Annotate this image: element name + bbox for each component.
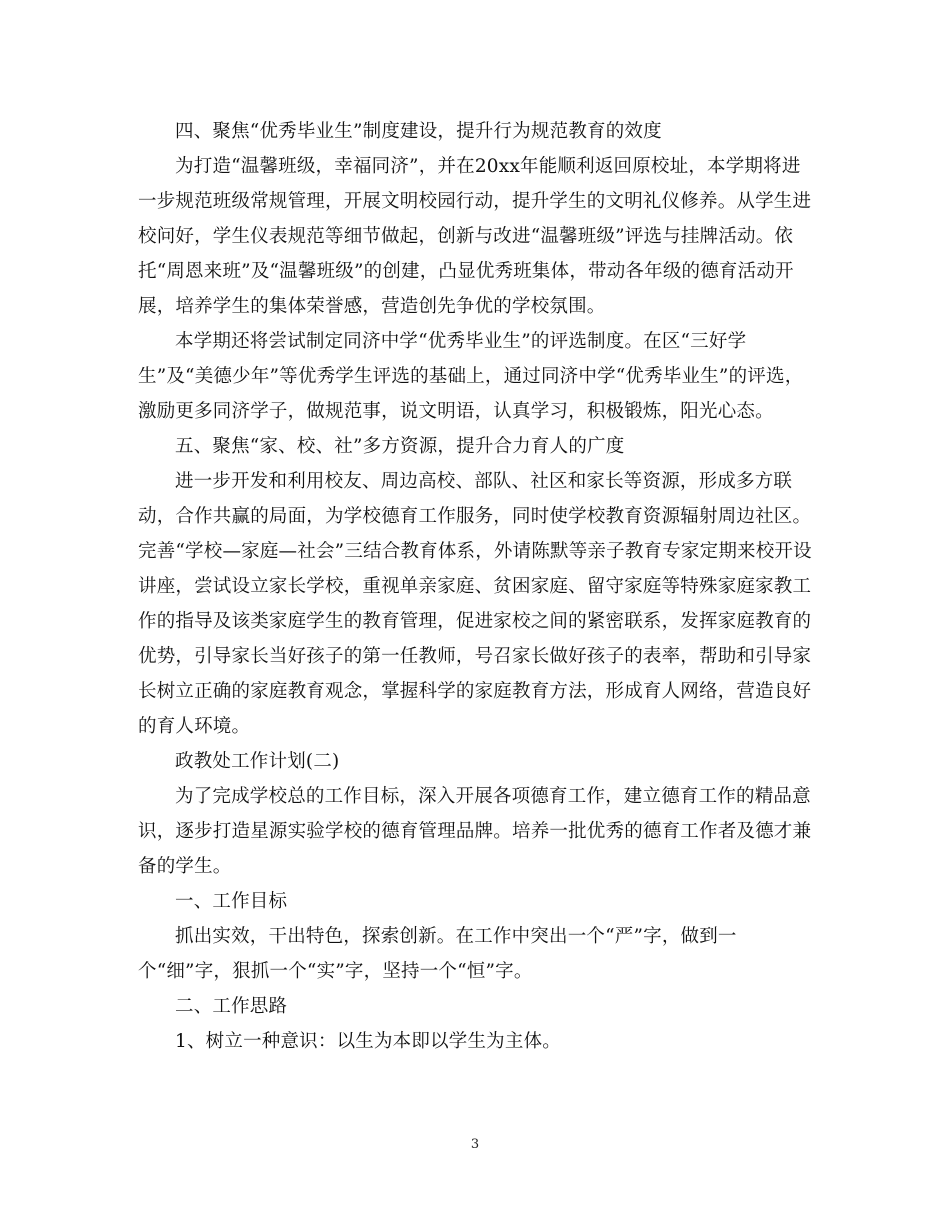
paragraph-line: 个“细”字，狠抓一个“实”字，坚持一个“恒”字。 xyxy=(138,961,533,982)
paragraph-line: 激励更多同济学子，做规范事，说文明语，认真学习，积极锻炼，阳光心态。 xyxy=(138,401,774,422)
paragraph-line: 进一步开发和利用校友、周边高校、部队、社区和家长等资源，形成多方联 xyxy=(175,471,793,492)
paragraph-line: 完善“学校—家庭—社会”三结合教育体系，外请陈默等亲子教育专家定期来校开设 xyxy=(138,541,812,562)
section-heading-five: 五、聚焦“家、校、社”多方资源，提升合力育人的广度 xyxy=(175,436,625,457)
paragraph-line: 优势，引导家长当好孩子的第一任教师，号召家长做好孩子的表率，帮助和引导家 xyxy=(138,646,812,667)
paragraph-line: 一步规范班级常规管理，开展文明校园行动，提升学生的文明礼仪修养。从学生进 xyxy=(138,191,812,212)
paragraph-line: 展，培养学生的集体荣誉感，营造创先争优的学校氛围。 xyxy=(138,296,606,317)
paragraph-line: 1、树立一种意识：以生为本即以学生为主体。 xyxy=(175,1031,561,1052)
paragraph-line: 为了完成学校总的工作目标，深入开展各项德育工作，建立德育工作的精品意 xyxy=(175,786,811,807)
paragraph-line: 校问好，学生仪表规范等细节做起，创新与改进“温馨班级”评选与挂牌活动。依 xyxy=(138,226,794,247)
paragraph-line: 备的学生。 xyxy=(138,856,232,877)
page-number: 3 xyxy=(470,1137,480,1152)
paragraph-line: 的育人环境。 xyxy=(138,716,251,737)
section-heading-approach: 二、工作思路 xyxy=(175,996,288,1017)
paragraph-line: 为打造“温馨班级，幸福同济”，并在20xx年能顺利返回原校址，本学期将进 xyxy=(175,156,801,177)
paragraph-line: 讲座，尝试设立家长学校，重视单亲家庭、贫困家庭、留守家庭等特殊家庭家教工 xyxy=(138,576,812,597)
paragraph-line: 作的指导及该类家庭学生的教育管理，促进家校之间的紧密联系，发挥家庭教育的 xyxy=(138,611,812,632)
document-subtitle: 政教处工作计划(二) xyxy=(175,751,340,772)
paragraph-line: 动，合作共赢的局面，为学校德育工作服务，同时使学校教育资源辐射周边社区。 xyxy=(138,506,812,527)
paragraph-line: 识，逐步打造星源实验学校的德育管理品牌。培养一批优秀的德育工作者及德才兼 xyxy=(138,821,812,842)
paragraph-line: 本学期还将尝试制定同济中学“优秀毕业生”的评选制度。在区“三好学 xyxy=(175,331,747,352)
paragraph-line: 生”及“美德少年”等优秀学生评选的基础上，通过同济中学“优秀毕业生”的评选， xyxy=(138,366,804,387)
paragraph-line: 抓出实效，干出特色，探索创新。在工作中突出一个“严”字，做到一 xyxy=(175,926,737,947)
section-heading-four: 四、聚焦“优秀毕业生”制度建设，提升行为规范教育的效度 xyxy=(175,121,662,142)
paragraph-line: 托“周恩来班”及“温馨班级”的创建，凸显优秀班集体，带动各年级的德育活动开 xyxy=(138,261,794,282)
section-heading-goals: 一、工作目标 xyxy=(175,891,288,912)
paragraph-line: 长树立正确的家庭教育观念，掌握科学的家庭教育方法，形成育人网络，营造良好 xyxy=(138,681,812,702)
